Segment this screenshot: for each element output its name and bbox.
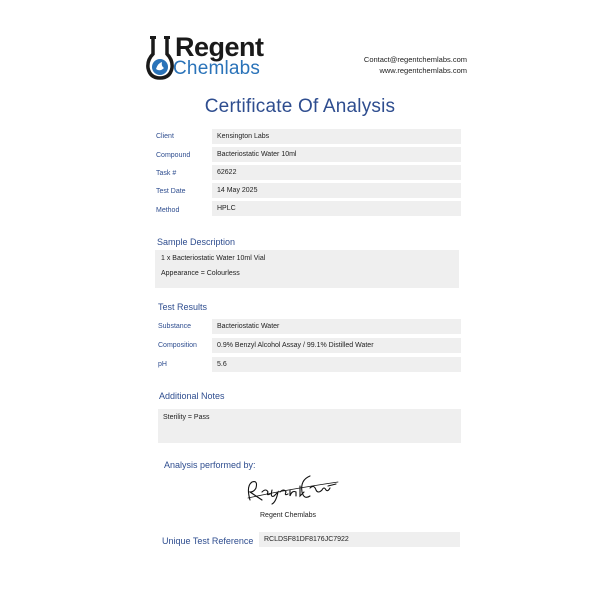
- result-value-composition: 0.9% Benzyl Alcohol Assay / 99.1% Distilled Water: [212, 338, 461, 353]
- notes-text: Sterility = Pass: [163, 414, 210, 421]
- detail-value-compound: Bacteriostatic Water 10ml: [212, 147, 461, 162]
- contact-website[interactable]: www.regentchemlabs.com: [379, 66, 467, 75]
- signature-image: [244, 470, 340, 506]
- detail-label-compound: Compound: [156, 152, 191, 159]
- detail-value-client: Kensington Labs: [212, 129, 461, 144]
- signature-name: Regent Chemlabs: [260, 512, 317, 519]
- result-label-substance: Substance: [158, 323, 192, 330]
- detail-value-test-date: 14 May 2025: [212, 183, 461, 198]
- results-heading: Test Results: [158, 302, 208, 312]
- sample-line: Appearance = Colourless: [161, 270, 240, 277]
- notes-heading: Additional Notes: [159, 391, 225, 401]
- result-value-ph: 5.6: [212, 357, 461, 372]
- signature-heading: Analysis performed by:: [164, 460, 256, 470]
- contact-block: [364, 54, 467, 76]
- sample-line: 1 x Bacteriostatic Water 10ml Vial: [161, 255, 266, 262]
- result-label-ph: pH: [158, 361, 167, 368]
- result-value-substance: Bacteriostatic Water: [212, 319, 461, 334]
- reference-value: RCLDSF81DF8176JC7922: [259, 532, 460, 547]
- flask-logo-icon: [146, 34, 174, 80]
- page-title: Certificate Of Analysis: [204, 96, 396, 117]
- reference-label: Unique Test Reference: [162, 536, 254, 546]
- sample-box: [155, 250, 459, 288]
- result-label-composition: Composition: [158, 342, 197, 349]
- contact-email[interactable]: Contact@regentchemlabs.com: [363, 55, 467, 64]
- brand-name: Regent: [175, 32, 264, 62]
- detail-label-client: Client: [156, 133, 174, 140]
- detail-value-method: HPLC: [212, 201, 461, 216]
- brand-subname: Chemlabs: [173, 58, 261, 79]
- notes-box: [158, 409, 461, 443]
- detail-label-test-date: Test Date: [156, 188, 186, 195]
- sample-heading: Sample Description: [157, 237, 236, 247]
- detail-value-task: 62622: [212, 165, 461, 180]
- detail-label-method: Method: [156, 207, 180, 214]
- detail-label-task: Task #: [156, 170, 177, 177]
